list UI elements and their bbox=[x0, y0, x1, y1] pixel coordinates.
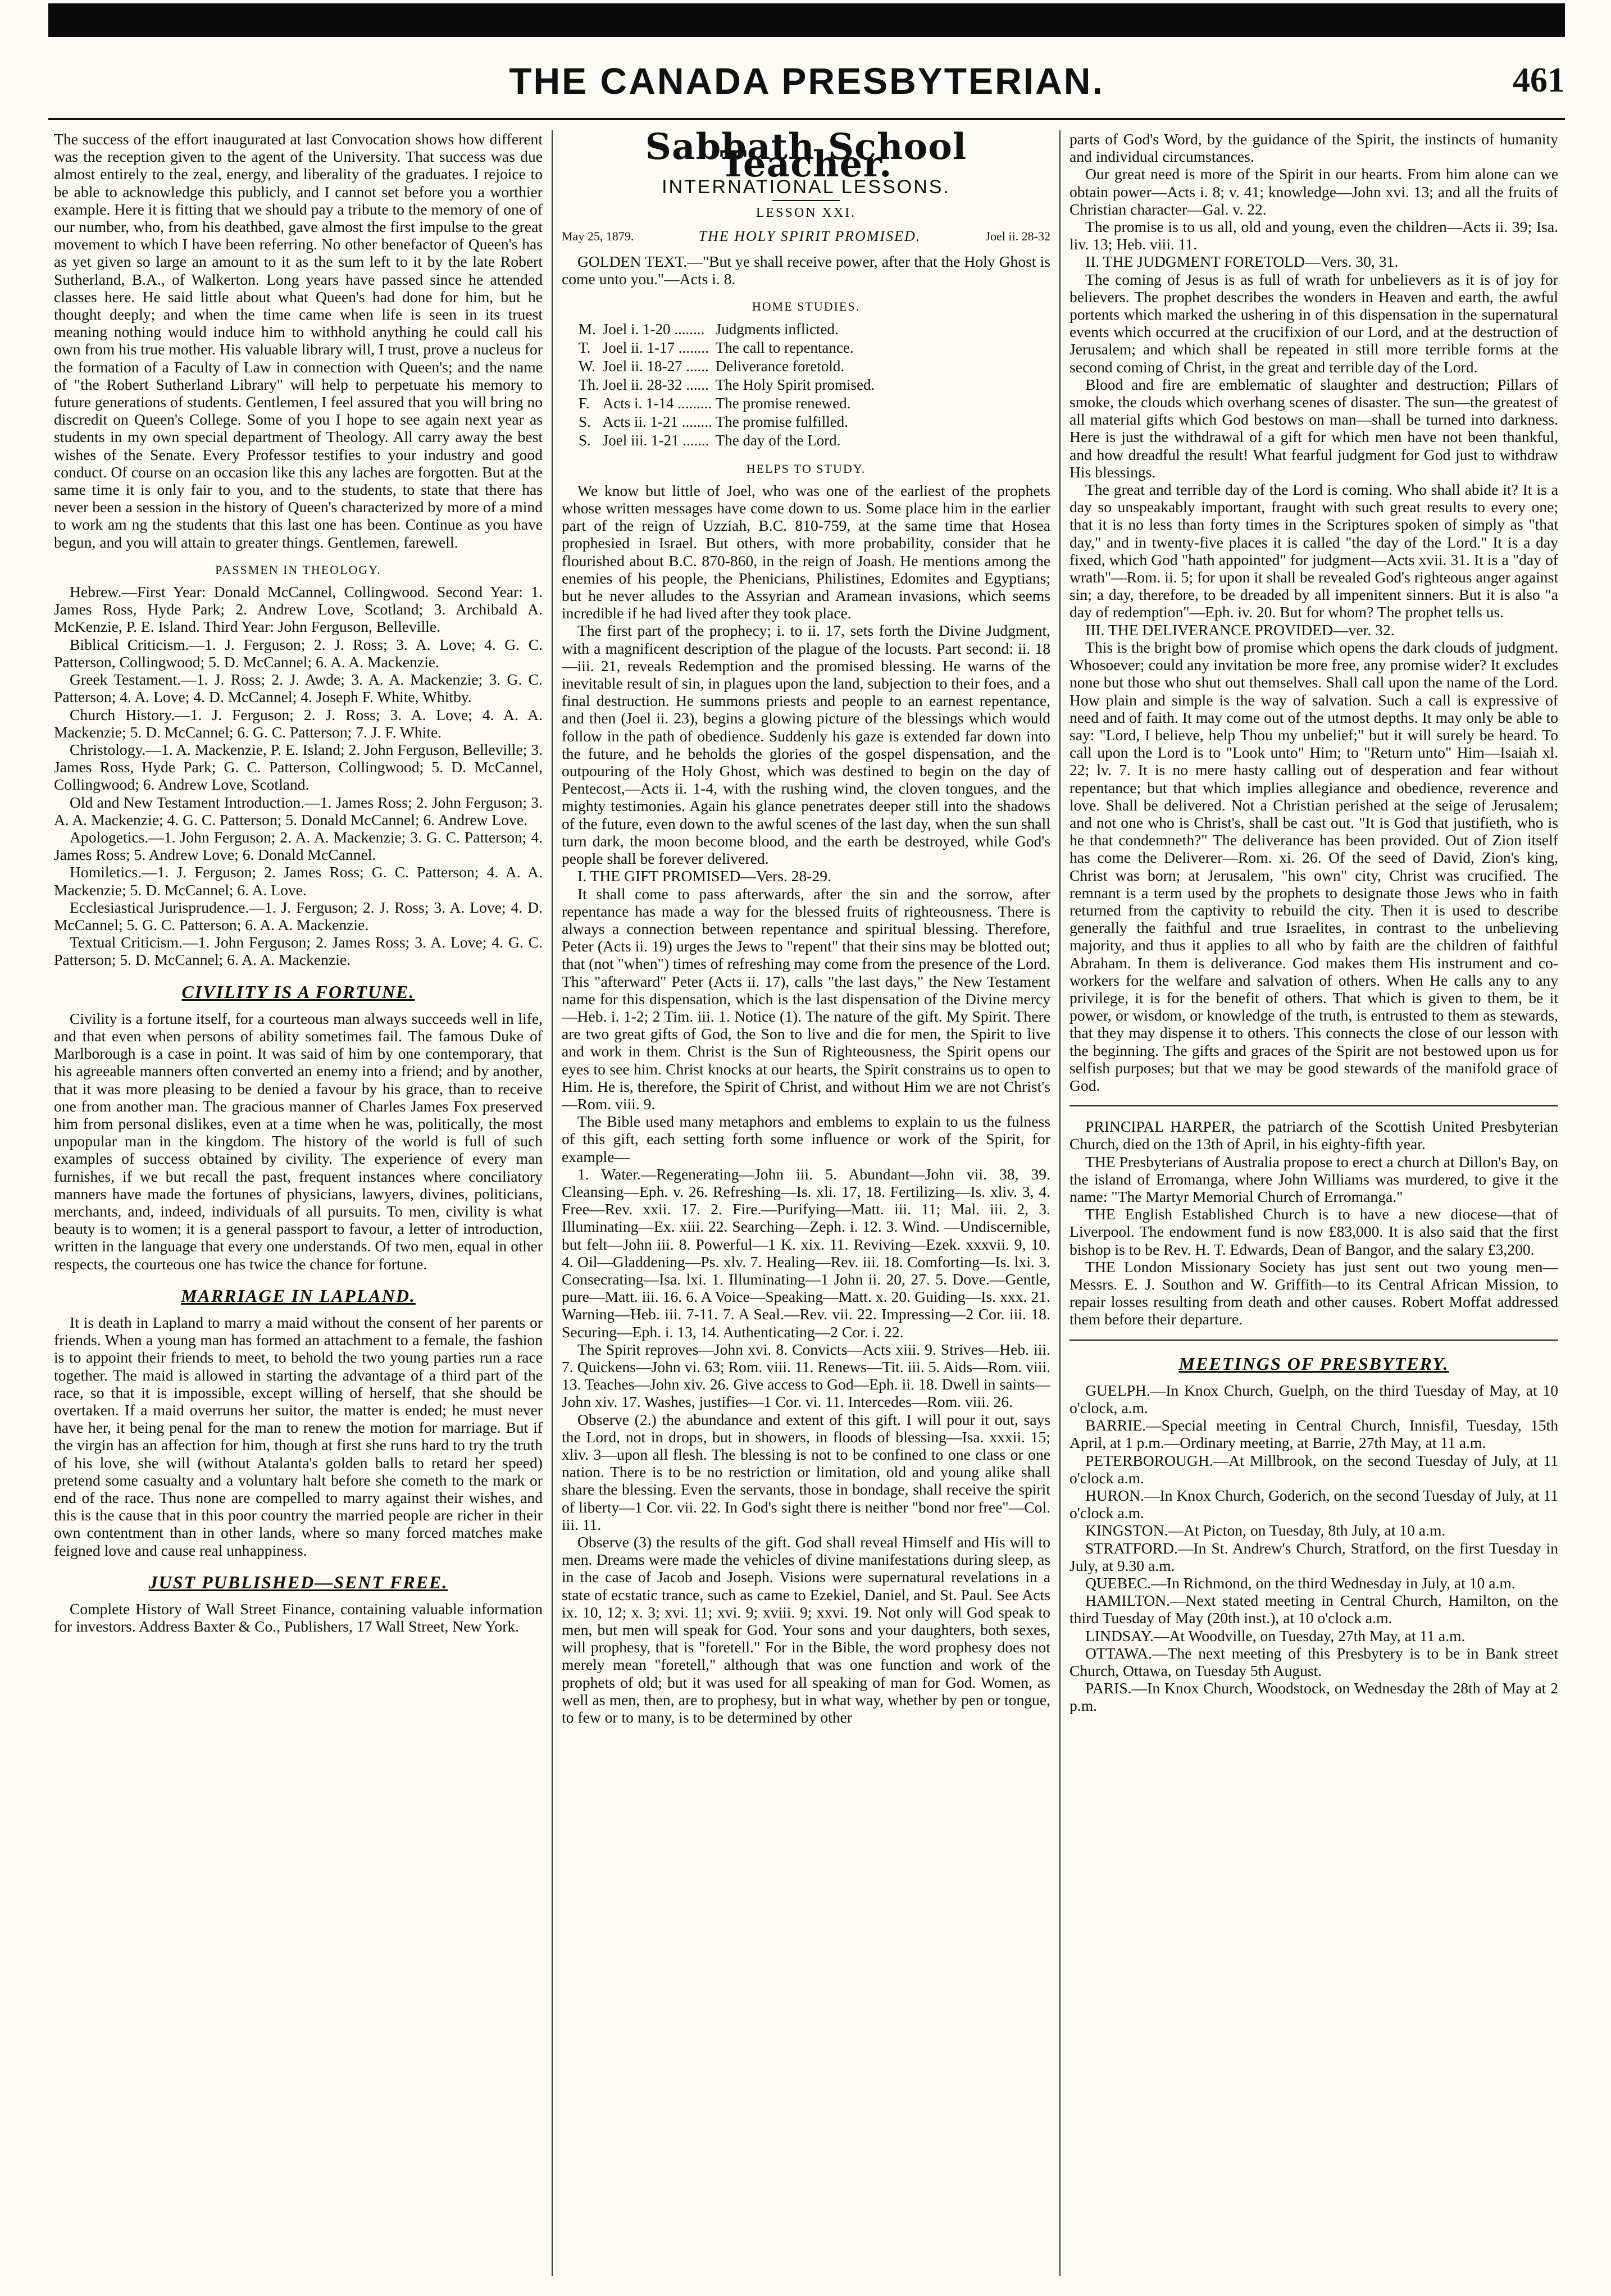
meeting-item: HAMILTON.—Next stated meeting in Central Church, Hamilton, on the third Tuesday of May (20th inst.), at 10 o'clock a.m. bbox=[1070, 1592, 1558, 1627]
section-banner: Sabbath School Teacher. bbox=[645, 130, 967, 186]
paragraph: Observe (3) the results of the gift. God shall reveal Himself and His will to men. Dreams were made the vehicles of divine manifestations during sleep, as in the case of Jacob and Joseph. Visions were supernatural revelations in a state of ecstatic trance, such as came to Ezekiel, Daniel, and St. Paul. See Acts ix. 10, 12; x. 3; xvi. 11; xvi. 9; xviii. 9; xxvi. 19. Not only will God speak to men, but men will speak for God. Your sons and your daughters, both sexes, will prophesy, that is "foretell." For in the Bible, the word prophesy does not merely mean "foretell," although that was one function and work of the prophets of old; but it was used for all speaking of man for God. Women, as well as men, then, are to prophesy, but in what way, whether by pen or tongue, to few or to many, is to be determined by other bbox=[562, 1533, 1050, 1726]
newspaper-title: THE CANADA PRESBYTERIAN. bbox=[509, 60, 1104, 102]
list-item: Apologetics.—1. John Ferguson; 2. A. A. Mackenzie; 3. G. C. Patterson; 4. James Ross; 5. Andrew Love; 6. Donald McCannel. bbox=[54, 828, 543, 864]
table-row bbox=[579, 339, 878, 357]
meeting-item: KINGSTON.—At Picton, on Tuesday, 8th July, at 10 a.m. bbox=[1085, 1521, 1446, 1539]
paragraph: The coming of Jesus is as full of wrath for unbelievers as it is of joy for believers. The prophet describes the wonders in Heaven and earth, the awful portents which marked the ushering in of this dispensation in the supernatural events which occurred at the crucifixion of our Lord, and at the destruction of Jerusalem; and which shall be repeated in still more terrible forms at the second coming of Christ, in the great and terrible day of the Lord. bbox=[1070, 270, 1558, 376]
column-1 bbox=[54, 130, 543, 2276]
passmen-list bbox=[54, 583, 543, 968]
paragraph: Complete History of Wall Street Finance, containing valuable information for investors. Address Baxter & Co., Publishers, 17 Wall Street, New York. bbox=[54, 1600, 543, 1636]
meeting-item: QUEBEC.—In Richmond, on the third Wednesday in July, at 10 a.m. bbox=[1085, 1574, 1516, 1592]
ref-cell: Joel ii. 28-32 ...... bbox=[602, 376, 709, 393]
list-item: Old and New Testament Introduction.—1. James Ross; 2. John Ferguson; 3. A. A. Mackenzie; 4. G. C. Patterson; 5. Donald McCannel; 6. Andrew Love. bbox=[54, 793, 543, 828]
meeting-item: PETERBOROUGH.—At Millbrook, on the second Tuesday of July, at 11 o'clock a.m. bbox=[1070, 1451, 1558, 1487]
paragraph: Our great need is more of the Spirit in our hearts. From him alone can we obtain power—Acts i. 8; v. 41; knowledge—John xvi. 13; and all the fruits of Christian character—Gal. v. 22. bbox=[1070, 165, 1558, 218]
home-studies-table bbox=[579, 320, 878, 450]
paragraph: It is death in Lapland to marry a maid without the consent of her parents or friends. When a young man has formed an attachment to a female, the fashion is to appoint their friends to meet, to behold the two young parties run a race together. The maid is allowed in starting the advantage of a third part of the race, so that it is impossible, except willing of herself, that she should be overtaken. If a maid overruns her suitor, the matter is ended; he must never have her, it being penal for the man to renew the motion for marriage. But if the virgin has an affection for him, though at first she runs hard to try the truth of his love, she will (without Atalanta's golden balls to retard her speed) pretend some casualty and a voluntary halt before she cometh to the mark or end of the race. Thus none are compelled to marry against their wishes, and this is the cause that in this poor country the married people are richer in their own contentment than in other lands, where so many forced matches make feigned love and cause real unhappiness. bbox=[54, 1314, 543, 1559]
paragraph: The great and terrible day of the Lord is coming. Who shall abide it? It is a day so unspeakably important, fraught with such great results to every one; that it is no less than forty times in the Scriptures spoken of simply as "that day," and in twenty-five places it is called "the day of the Lord." It is a day fixed, which God "hath appointed" for judgment—Acts xvii. 31. It is a "day of wrath"—Rom. ii. 5; for upon it shall be revealed God's righteous anger against sin; a day, therefore, to be dreaded by all impenitent sinners. But it is also "a day of redemption"—Eph. iv. 20. But for whom? The prophet tells us. bbox=[1070, 481, 1558, 621]
section-heading: HELPS TO STUDY. bbox=[746, 461, 866, 476]
list-item: Ecclesiastical Jurisprudence.—1. J. Ferguson; 2. J. Ross; 3. A. Love; 4. D. McCannel; 5. G. C. Patterson; 6. A. A. Mackenzie. bbox=[54, 898, 543, 933]
article-heading: MEETINGS OF PRESBYTERY. bbox=[1178, 1353, 1449, 1374]
top-black-bar bbox=[48, 3, 1565, 37]
article-heading: CIVILITY IS A FORTUNE. bbox=[181, 981, 415, 1002]
day-cell: T. bbox=[579, 339, 591, 356]
lesson-number: LESSON XXI. bbox=[756, 205, 857, 220]
subheading: III. THE DELIVERANCE PROVIDED—ver. 32. bbox=[1085, 621, 1395, 639]
table-row bbox=[579, 413, 878, 431]
paragraph: Civility is a fortune itself, for a courteous man always succeeds well in life, and that even when persons of ability sometimes fail. The famous Duke of Marlborough is a case in point. It was said of him by one contemporary, that his agreeable manners often converted an enemy into a friend; and by another, that it was more pleasing to be denied a favour by his grace, than to receive one from another man. The gracious manner of Charles James Fox preserved him from personal dislikes, even at a time when he was, politically, the most unpopular man in the kingdom. The history of the world is full of such examples of success obtained by civility. The experience of every man furnishes, if we but recall the past, frequent instances where conciliatory manners have made the fortunes of physicians, lawyers, divines, politicians, merchants, and, indeed, individuals of all pursuits. To men, civility is what beauty is to women; it is a general passport to favour, a letter of introduction, written in the language that every one understands. Of two men, equal in other respects, the courteous one has twice the chance for fortune. bbox=[54, 1009, 543, 1273]
news-item: THE London Missionary Society has just sent out two young men—Messrs. E. J. Southon and W. Griffith—to its Central African Mission, to repair losses resulting from death and other causes. Robert Moffat addressed them before their departure. bbox=[1070, 1258, 1558, 1328]
paragraph: 1. Water.—Regenerating—John iii. 5. Abundant—John vii. 38, 39. Cleansing—Eph. v. 26. Refreshing—Is. xli. 17, 18. Fertilizing—Is. xliv. 3, 4. Free—Rev. xxii. 17. 2. Fire.—Purifying—Matt. iii. 11; Mal. iii. 2, 3. Illuminating—Ex. xiii. 22. Searching—Zeph. i. 12. 3. Wind. —Undiscernible, but felt—John iii. 8. Powerful—1 K. xix. 11. Reviving—Ezek. xxxvii. 9, 10. 4. Oil—Gladdening—Ps. xlv. 7. Healing—Rev. iii. 18. Comforting—Is. lxi. 3. Consecrating—Isa. lxi. 1. Illuminating—1 John ii. 20, 27. 5. Dove.—Gentle, pure—Matt. iii. 16. 6. A Voice—Speaking—Matt. x. 20. Guiding—Is. xxx. 21. Warning—Heb. iii. 7-11. 7. A Seal.—Rev. vii. 22. Impressing—2 Cor. iii. 18. Securing—Eph. i. 13, 14. Authenticating—2 Cor. i. 22. bbox=[562, 1165, 1050, 1341]
paragraph: The promise is to us all, old and young, even the children—Acts ii. 39; Isa. liv. 13; Heb. viii. 11. bbox=[1070, 218, 1558, 253]
meeting-item: STRATFORD.—In St. Andrew's Church, Stratford, on the first Tuesday in July, at 9.30 a.m. bbox=[1070, 1539, 1558, 1574]
paragraph: Observe (2.) the abundance and extent of this gift. I will pour it out, says the Lord, not in drops, but in showers, in floods of blessing—Isa. xxxii. 15; xliv. 3—upon all flesh. The blessing is not to be confined to one class or one nation. There is to be no restriction or limitation, old and young alike shall share the blessing. Even the servants, those in bondage, shall receive the spirit of liberty—1 Cor. vii. 22. In God's sight there is neither "bond nor free"—Col. iii. 11. bbox=[562, 1410, 1050, 1533]
masthead bbox=[48, 54, 1565, 116]
ref-cell: Acts ii. 1-21 ........ bbox=[602, 413, 712, 430]
section-subtitle: INTERNATIONAL LESSONS. bbox=[662, 176, 950, 198]
day-cell: Th. bbox=[579, 376, 599, 393]
list-item: Biblical Criticism.—1. J. Ferguson; 2. J. Ross; 3. A. Love; 4. G. C. Patterson, Collingwood; 5. D. McCannel; 6. A. A. Mackenzie. bbox=[54, 635, 543, 671]
meeting-item: PARIS.—In Knox Church, Woodstock, on Wednesday the 28th of May at 2 p.m. bbox=[1070, 1679, 1558, 1715]
golden-text: GOLDEN TEXT.—"But ye shall receive power, after that the Holy Ghost is come unto you."—Acts i. 8. bbox=[562, 253, 1050, 288]
ref-cell: Joel i. 1-20 ........ bbox=[602, 320, 705, 338]
page-number: 461 bbox=[1513, 61, 1565, 99]
list-item: Homiletics.—1. J. Ferguson; 2. James Ross; G. C. Patterson; 4. A. A. Mackenzie; 5. D. McCannel; 6. A. Love. bbox=[54, 863, 543, 899]
meeting-item: HURON.—In Knox Church, Goderich, on the second Tuesday of July, at 11 o'clock a.m. bbox=[1070, 1487, 1558, 1522]
lesson-scripture: Joel ii. 28-32 bbox=[985, 229, 1050, 243]
table-row bbox=[579, 431, 878, 450]
table-row bbox=[579, 376, 878, 394]
subheading: II. THE JUDGMENT FORETOLD—Vers. 30, 31. bbox=[1085, 253, 1399, 271]
divider bbox=[772, 200, 840, 201]
paragraph: This is the bright bow of promise which opens the dark clouds of judgment. Whosoever; could any invitation be more free, any promise wider? It excludes none but those who shut out themselves. Shall call upon the name of the Lord. How plain and simple is the way of salvation. Such a call is expressive of need and of faith. It may come out of the utmost depths. It may only be able to say: "Lord, I believe, help Thou my unbelief;" but it will surely be heard. To call upon the Lord is to "Look unto" Him; to "Return unto" Him—Isaiah xl. 22; lv. 7. It is no mere hasty calling out of desperation and fear without repentance; but that which implies allegiance and obedience, reverence and love. Shall be delivered. Not a Christian perished at the seige of Jerusalem; and not one who is Christ's, shall be cast out. "It is God that justifieth, who is he that condemneth?" The deliverance has been provided. Out of Zion itself has come the Deliverer—Rom. xi. 26. Of the seed of David, Zion's king, Christ was born; at Jerusalem, "his own" city, Christ was crucified. The remnant is a term used by the prophets to designate those Jews who in faith returned from the captivity to rebuild the city. Then it is used to describe generally the faithful and true Israelites, in contrast to the unbelieving majority, and thus it applies to all who by faith are the children of faithful Abraham. In them is deliverance. God makes them His instrument and co-workers for the welfare and salvation of others. When He calls any to any privilege, it is for the benefit of others. That which is given to them, be it power, or wisdom, or knowledge of the truth, is entrusted to them as stewards, that they may dispense it to others. This connects the close of our lesson with the beginning. The gifts and graces of the Spirit are not bestowed upon us for selfish purposes; but that we may be good stewards of the manifold grace of God. bbox=[1070, 638, 1558, 1094]
paragraph: parts of God's Word, by the guidance of the Spirit, the instincts of humanity and individual circumstances. bbox=[1070, 130, 1558, 166]
article-heading: MARRIAGE IN LAPLAND. bbox=[181, 1285, 416, 1306]
table-row bbox=[579, 320, 878, 339]
day-cell: W. bbox=[579, 357, 595, 375]
news-item: THE Presbyterians of Australia propose to erect a church at Dillon's Bay, on the island of Erromanga, where John Williams was murdered, to give it the name: "The Martyr Memorial Church of Erromanga." bbox=[1070, 1152, 1558, 1205]
news-item: THE English Established Church is to have a new diocese—that of Liverpool. The endowment fund is now £83,000. It is also said that the first bishop is to be Rev. H. T. Edwards, Dean of Bangor, and the salary £3,200. bbox=[1070, 1205, 1558, 1258]
day-cell: S. bbox=[579, 413, 591, 430]
topic-cell: The promise renewed. bbox=[715, 394, 851, 412]
divider bbox=[1070, 1340, 1558, 1341]
column-divider-1 bbox=[552, 130, 553, 2276]
column-2 bbox=[562, 130, 1050, 2276]
lesson-date: May 25, 1879. bbox=[562, 229, 634, 243]
list-item: Church History.—1. J. Ferguson; 2. J. Ross; 3. A. Love; 4. A. A. Mackenzie; 5. D. McCannel; 6. G. C. Patterson; 7. J. F. White. bbox=[54, 705, 543, 741]
convocation-section bbox=[54, 130, 543, 551]
table-row bbox=[579, 394, 878, 413]
meeting-item: BARRIE.—Special meeting in Central Church, Innisfil, Tuesday, 15th April, at 1 p.m.—Ordinary meeting, at Barrie, 27th May, at 11 a.m. bbox=[1070, 1416, 1558, 1452]
paragraph: The Bible used many metaphors and emblems to explain to us the fulness of this gift, each setting forth some influence or work of the Spirit, for example— bbox=[562, 1113, 1050, 1165]
ref-cell: Joel ii. 18-27 ...... bbox=[602, 357, 709, 375]
subheading: I. THE GIFT PROMISED—Vers. 28-29. bbox=[577, 867, 831, 885]
day-cell: M. bbox=[579, 320, 596, 338]
lesson-dateline bbox=[562, 227, 1050, 245]
section-heading: HOME STUDIES. bbox=[752, 299, 861, 314]
day-cell: F. bbox=[579, 394, 590, 412]
article-heading: JUST PUBLISHED—SENT FREE. bbox=[148, 1571, 448, 1592]
paragraph: It shall come to pass afterwards, after the sin and the sorrow, after repentance has made a way for the blessed fruits of righteousness. There is always a connection between repentance and spiritual blessing. Therefore, Peter (Acts ii. 19) urges the Jews to "repent" that their sins may be blotted out; that (not "when") times of refreshing may come from the presence of the Lord. This "afterward" Peter (Acts ii. 17), calls "the last days," the New Testament name for this dispensation, which is the last dispensation of the Divine mercy—Heb. i. 1-2; 2 Tim. iii. 1. Notice (1). The nature of the gift. My Spirit. There are two great gifts of God, the Son to live and die for men, the Spirit to live and work in them. Christ is the Sun of Righteousness, the Spirit opens our eyes to see him. Christ knocks at our hearts, the Spirit constrains us to open to Him. He is, therefore, the Spirit of Christ, and without Him we are not Christ's—Rom. viii. 9. bbox=[562, 885, 1050, 1113]
meeting-item: GUELPH.—In Knox Church, Guelph, on the third Tuesday of May, at 10 o'clock, a.m. bbox=[1070, 1381, 1558, 1417]
topic-cell: Judgments inflicted. bbox=[715, 320, 839, 338]
topic-cell: The call to repentance. bbox=[715, 339, 854, 356]
masthead-rule bbox=[48, 118, 1565, 120]
day-cell: S. bbox=[579, 431, 591, 449]
paragraph: The success of the effort inaugurated at last Convocation shows how different was the reception given to the agent of the University. That success was due almost entirely to the zeal, energy, and liberality of the graduates. I rejoice to be able to acknowledge this publicly, and I cannot set before you a worthier example. Here it is fitting that we should pay a tribute to the memory of one of our number, who, from his deathbed, gave almost the first impulse to the great movement to which I have been referring. No other benefactor of Queen's has as yet given so large an amount to it as the sum left to it by the late Robert Sutherland, B.A., of Walkerton. Long years have passed since he attended classes here. He said little about what Queen's had done for him, but he thought deeply; and when the time came when life is seen in its truest meaning nothing would induce him to withhold anything he could call his own from his true mother. His valuable library will, I trust, prove a nucleus for the formation of a Faculty of Law in connection with Queen's; and the name of "the Robert Sutherland Library" will help to perpetuate his memory to future generations of students. Gentlemen, I feel assured that you will bring no discredit on Queen's College. Some of you I hope to see again next year as students in my own special department of Theology. All carry away the best wishes of the Senate. Every Professor testifies to your industry and good conduct. Of course on an occasion like this any laches are forgotten. But at the same time it is only fair to you, and to the students, to state that there has never been a session in the history of Queen's characterized by more of a mind to work am ng the students that this last one has been. Continue as you have begun, and you will attain to greater things. Gentlemen, farewell. bbox=[54, 130, 543, 551]
paragraph: The first part of the prophecy; i. to ii. 17, sets forth the Divine Judgment, with a magnificent description of the plague of the locusts. Part second: ii. 18—iii. 21, reveals Redemption and the promised blessing. He warns of the inevitable result of sin, in plagues upon the land, subjection to their foes, and a final destruction. He summons priests and people to an earnest repentance, and then (Joel ii. 23), begins a glowing picture of the blessings which would follow in the path of obedience. Suddenly his gaze is extended far down into the future, and he beholds the glories of the gospel dispensation, and the outpouring of the Holy Ghost, which was destined to begin on the day of Pentecost,—Acts ii. 1-4, with the rushing wind, the cloven tongues, and the mighty testimonies. Again his glance penetrates deeper still into the shadows of the future, even down to the awful scenes of the last day, when the sun shall turn dark, the moon become blood, and the earth be destroyed, while God's people shall be forever delivered. bbox=[562, 622, 1050, 868]
ref-cell: Acts i. 1-14 ......... bbox=[602, 394, 712, 412]
list-item: Hebrew.—First Year: Donald McCannel, Collingwood. Second Year: 1. James Ross, Hyde Park; 2. Andrew Love, Scotland; 3. Archibald A. McKenzie, P. E. Island. Third Year: John Ferguson, Belleville. bbox=[54, 583, 543, 636]
table-row bbox=[579, 357, 878, 376]
section-heading: PASSMEN IN THEOLOGY. bbox=[215, 562, 381, 577]
list-item: Greek Testament.—1. J. Ross; 2. J. Awde; 3. A. A. Mackenzie; 3. G. C. Patterson; 4. A. Love; 4. D. McCannel; 4. Joseph F. White, Whitby. bbox=[54, 671, 543, 706]
meeting-item: LINDSAY.—At Woodville, on Tuesday, 27th May, at 11 a.m. bbox=[1085, 1627, 1466, 1644]
news-item: PRINCIPAL HARPER, the patriarch of the Scottish United Presbyterian Church, died on the 13th of April, in his eighty-fifth year. bbox=[1070, 1118, 1558, 1153]
column-divider-2 bbox=[1059, 130, 1061, 2276]
topic-cell: The Holy Spirit promised. bbox=[715, 376, 875, 393]
column-3 bbox=[1070, 130, 1558, 2276]
list-item: Textual Criticism.—1. John Ferguson; 2. James Ross; 3. A. Love; 4. G. C. Patterson; 5. D. McCannel; 6. A. A. Mackenzie. bbox=[54, 933, 543, 969]
topic-cell: The promise fulfilled. bbox=[715, 413, 848, 430]
paragraph: We know but little of Joel, who was one of the earliest of the prophets whose written messages have come down to us. Some place him in the earlier part of the reign of Uzziah, B.C. 810-759, at the same time that Hosea prophesied in Israel. But others, with more probability, consider that he flourished about B.C. 870-860, in the reign of Joash. He mentions among the enemies of his people, the Phenicians, Philistines, Edomites and Egyptians; but he never alludes to the Assyrian and Aramean invasions, which seems incredible if he had lived after they took place. bbox=[562, 481, 1050, 622]
lesson-title: THE HOLY SPIRIT PROMISED. bbox=[698, 227, 921, 244]
meeting-item: OTTAWA.—The next meeting of this Presbytery is to be in Bank street Church, Ottawa, on Tuesday 5th August. bbox=[1070, 1644, 1558, 1680]
topic-cell: Deliverance foretold. bbox=[715, 357, 845, 375]
divider bbox=[1070, 1105, 1558, 1106]
ref-cell: Joel ii. 1-17 ........ bbox=[602, 339, 709, 356]
paragraph: The Spirit reproves—John xvi. 8. Convicts—Acts xiii. 9. Strives—Heb. iii. 7. Quickens—John vi. 63; Rom. viii. 11. Renews—Tit. iii. 5. Aids—Rom. viii. 13. Teaches—John xiv. 26. Give access to God—Eph. ii. 18. Dwell in saints—John xiv. 17. Washes, justifies—1 Cor. vi. 11. Intercedes—Rom. viii. 26. bbox=[562, 1340, 1050, 1411]
list-item: Christology.—1. A. Mackenzie, P. E. Island; 2. John Ferguson, Belleville; 3. James Ross, Hyde Park; G. C. Patterson, Collingwood; 5. D. McCannel, Collingwood; 6. Andrew Love, Scotland. bbox=[54, 740, 543, 794]
paragraph: Blood and fire are emblematic of slaughter and destruction; Pillars of smoke, the clouds which overhang scenes of disaster. The sun—the greatest of all material gifts which God bestows on man—shall be turned into darkness. Here is just the withdrawal of a gift for which men have not been thankful, and how dreadful the result! What fearful judgment for God just to withdraw His blessings. bbox=[1070, 375, 1558, 481]
ref-cell: Joel iii. 1-21 ....... bbox=[602, 431, 709, 449]
topic-cell: The day of the Lord. bbox=[715, 431, 841, 449]
